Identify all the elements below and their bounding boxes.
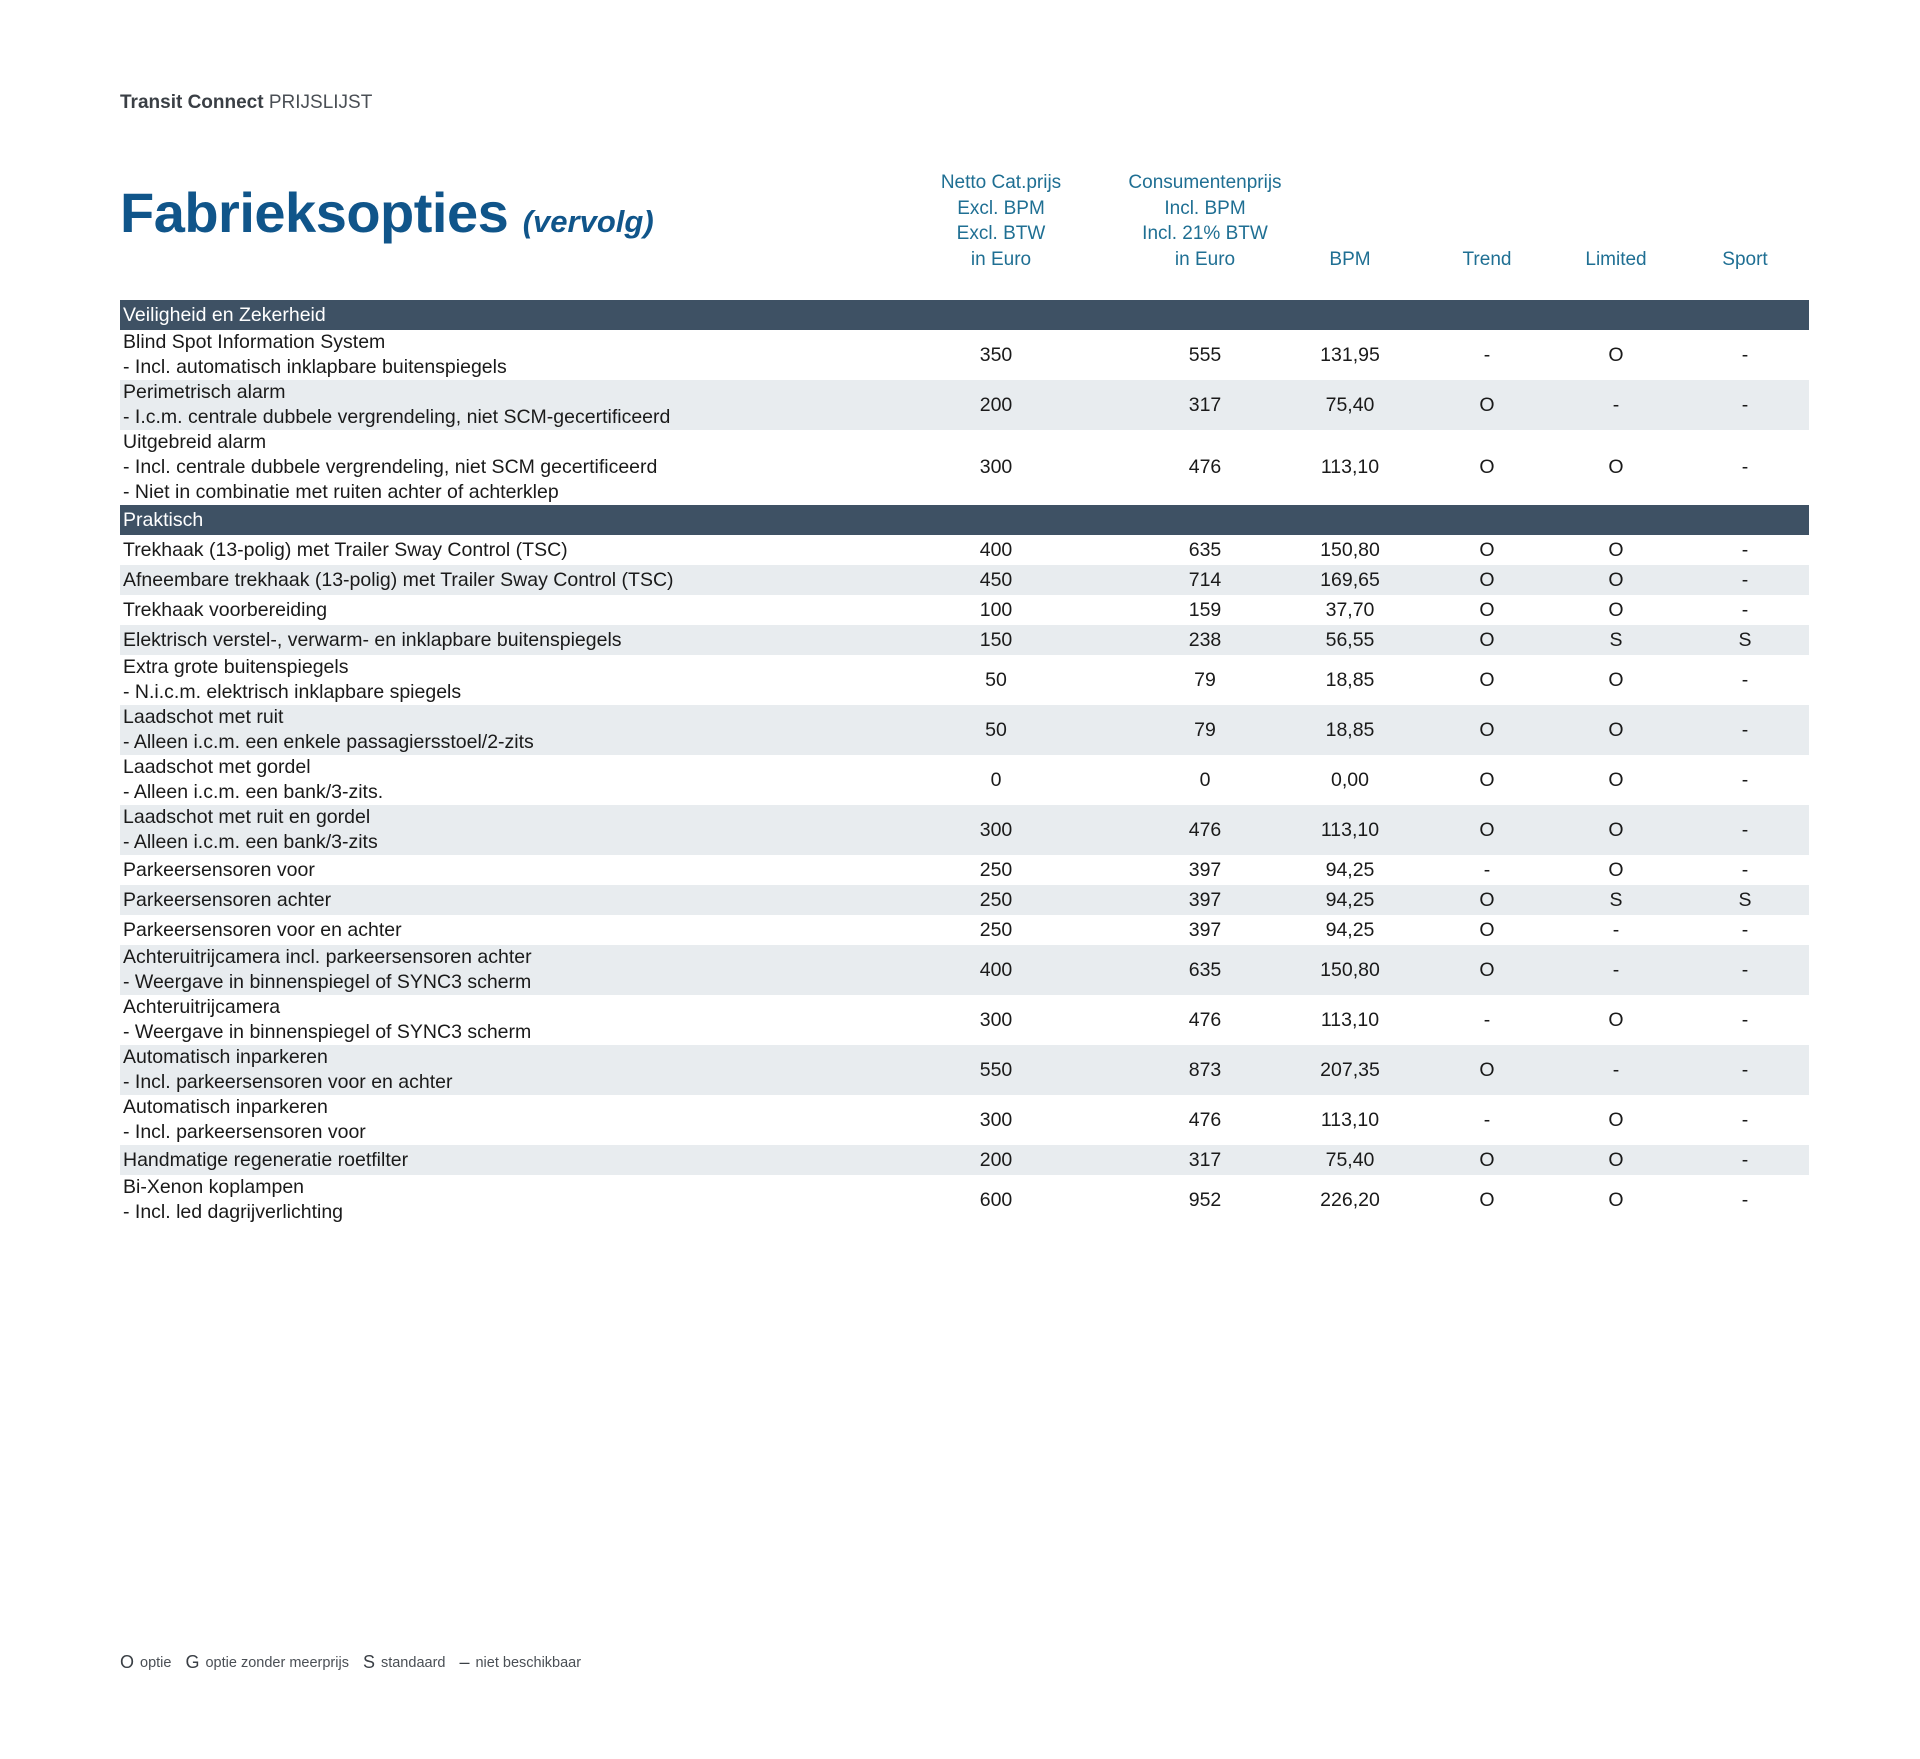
consumer-price-cell: 397: [1188, 888, 1222, 911]
limited-cell: O: [1608, 1188, 1624, 1211]
legend-item-optie-zonder-meerprijs: [185, 1652, 348, 1673]
option-description: [123, 945, 532, 995]
netto-price-cell: 400: [979, 538, 1013, 561]
column-header-line: Sport: [1722, 248, 1768, 270]
option-note: - Incl. led dagrijverlichting: [123, 1201, 344, 1223]
sport-cell: -: [1741, 568, 1749, 591]
sport-cell: -: [1741, 1058, 1749, 1081]
legend-item-niet-beschikbaar: [459, 1652, 581, 1673]
option-description: [123, 1045, 453, 1095]
limited-cell: O: [1608, 568, 1624, 591]
legend-label: standaard: [380, 1654, 446, 1671]
option-description: [123, 330, 507, 380]
table-row: [120, 1045, 1809, 1095]
bpm-cell: 150,80: [1320, 958, 1380, 981]
table-row: [120, 1095, 1809, 1145]
table-row: [120, 625, 1809, 655]
option-name: Handmatige regeneratie roetfilter: [123, 1148, 409, 1171]
limited-cell: O: [1608, 1008, 1624, 1031]
consumer-price-cell: 873: [1188, 1058, 1222, 1081]
consumer-price-cell: 714: [1188, 568, 1222, 591]
sport-cell: -: [1741, 858, 1749, 881]
option-name: Bi-Xenon koplampen: [123, 1176, 305, 1198]
page-title: [120, 180, 654, 245]
table-row: [120, 565, 1809, 595]
column-header-line: in Euro: [1174, 248, 1236, 270]
consumer-price-cell: 635: [1188, 958, 1222, 981]
trend-cell: O: [1479, 393, 1495, 416]
netto-price-cell: 300: [979, 818, 1013, 841]
consumer-price-cell: 635: [1188, 538, 1222, 561]
option-name: Parkeersensoren achter: [123, 888, 332, 911]
option-note: - Incl. centrale dubbele vergrendeling, niet SCM gecertificeerd: [123, 456, 658, 478]
option-name: Achteruitrijcamera incl. parkeersensoren achter: [123, 946, 532, 968]
bpm-cell: 150,80: [1320, 538, 1380, 561]
column-header-line: Excl. BTW: [956, 223, 1046, 244]
section-header: Veiligheid en Zekerheid: [120, 300, 1809, 330]
option-note: - Alleen i.c.m. een bank/3-zits: [123, 831, 378, 853]
legend: [120, 1652, 595, 1673]
option-note: - Weergave in binnenspiegel of SYNC3 scherm: [123, 971, 532, 993]
option-name: Laadschot met ruit en gordel: [123, 806, 371, 828]
column-header-bpm: [1290, 168, 1410, 272]
limited-cell: O: [1608, 718, 1624, 741]
netto-price-cell: 450: [979, 568, 1013, 591]
column-header-line: Limited: [1585, 248, 1647, 270]
legend-label: niet beschikbaar: [475, 1654, 582, 1671]
option-description: [123, 595, 327, 625]
limited-cell: -: [1612, 393, 1620, 416]
bpm-cell: 207,35: [1320, 1058, 1380, 1081]
consumer-price-cell: 317: [1188, 393, 1222, 416]
consumer-price-cell: 397: [1188, 918, 1222, 941]
sport-cell: -: [1741, 958, 1749, 981]
trend-cell: O: [1479, 1188, 1495, 1211]
netto-price-cell: 350: [979, 343, 1013, 366]
trend-cell: -: [1483, 1008, 1491, 1031]
legend-item-standaard: [363, 1652, 446, 1673]
trend-cell: O: [1479, 456, 1495, 478]
table-row: [120, 705, 1809, 755]
option-description: [123, 430, 657, 505]
option-note: - Incl. automatisch inklapbare buitenspiegels: [123, 356, 507, 378]
column-header-line: Incl. BPM: [1164, 197, 1246, 219]
option-name: Laadschot met gordel: [123, 756, 311, 778]
legend-item-optie: [120, 1652, 171, 1673]
limited-cell: O: [1608, 456, 1624, 478]
option-description: [123, 755, 383, 805]
option-description: [123, 625, 622, 655]
document-header: [120, 92, 372, 114]
consumer-price-cell: 476: [1188, 818, 1222, 841]
bpm-cell: 113,10: [1320, 456, 1380, 478]
limited-cell: O: [1608, 1108, 1624, 1131]
netto-price-cell: 550: [979, 1058, 1013, 1081]
legend-label: optie: [140, 1654, 172, 1671]
option-note: - I.c.m. centrale dubbele vergrendeling, niet SCM-gecertificeerd: [123, 406, 671, 428]
sport-cell: -: [1741, 1008, 1749, 1031]
option-name: Trekhaak voorbereiding: [123, 598, 328, 621]
option-description: [123, 1145, 408, 1175]
sport-cell: -: [1741, 768, 1749, 791]
bpm-cell: 169,65: [1320, 568, 1380, 591]
consumer-price-cell: 159: [1188, 598, 1222, 621]
bpm-cell: 94,25: [1325, 858, 1375, 881]
option-name: Parkeersensoren voor: [123, 858, 315, 881]
bpm-cell: 75,40: [1325, 393, 1375, 416]
trend-cell: O: [1479, 818, 1495, 841]
bpm-cell: 94,25: [1325, 888, 1375, 911]
bpm-cell: 226,20: [1320, 1188, 1380, 1211]
sport-cell: -: [1741, 1108, 1749, 1131]
option-note: - Incl. parkeersensoren voor: [123, 1121, 366, 1143]
bpm-cell: 37,70: [1325, 598, 1375, 621]
header-doc-type: PRIJSLIJST: [268, 92, 373, 113]
table-row: [120, 945, 1809, 995]
sport-cell: S: [1738, 888, 1752, 911]
trend-cell: O: [1479, 1058, 1495, 1081]
column-header-line: Excl. BPM: [957, 197, 1045, 219]
netto-price-cell: 600: [979, 1188, 1013, 1211]
consumer-price-cell: 476: [1188, 456, 1222, 478]
price-table: [120, 300, 1809, 1225]
option-name: Automatisch inparkeren: [123, 1046, 328, 1068]
trend-cell: O: [1479, 598, 1495, 621]
netto-price-cell: 300: [979, 456, 1013, 478]
limited-cell: O: [1608, 1148, 1624, 1171]
bpm-cell: 113,10: [1320, 1108, 1380, 1131]
sport-cell: -: [1741, 668, 1749, 691]
section-header: Praktisch: [120, 505, 1809, 535]
trend-cell: -: [1483, 1108, 1491, 1131]
limited-cell: O: [1608, 858, 1624, 881]
legend-symbol: S: [362, 1652, 375, 1672]
option-note: - N.i.c.m. elektrisch inklapbare spiegels: [123, 681, 462, 703]
sport-cell: S: [1738, 628, 1752, 651]
legend-symbol: G: [185, 1652, 200, 1672]
netto-price-cell: 50: [985, 668, 1007, 691]
option-note: - Alleen i.c.m. een bank/3-zits.: [123, 781, 384, 803]
column-header-netto: [916, 168, 1086, 272]
consumer-price-cell: 476: [1188, 1108, 1222, 1131]
column-header-line: in Euro: [970, 248, 1032, 270]
sport-cell: -: [1741, 456, 1749, 478]
option-name: Laadschot met ruit: [123, 706, 284, 728]
limited-cell: O: [1608, 343, 1624, 366]
consumer-price-cell: 238: [1188, 628, 1222, 651]
legend-symbol: O: [120, 1652, 135, 1672]
consumer-price-cell: 397: [1188, 858, 1222, 881]
option-description: [123, 885, 331, 915]
limited-cell: O: [1608, 818, 1624, 841]
limited-cell: O: [1608, 598, 1624, 621]
table-row: [120, 995, 1809, 1045]
bpm-cell: 18,85: [1325, 718, 1375, 741]
bpm-cell: 18,85: [1325, 668, 1375, 691]
table-row: [120, 805, 1809, 855]
page-title-continued: (vervolg): [522, 204, 654, 239]
sport-cell: -: [1741, 818, 1749, 841]
netto-price-cell: 300: [979, 1008, 1013, 1031]
limited-cell: -: [1612, 958, 1620, 981]
option-name: Achteruitrijcamera: [123, 996, 281, 1018]
sport-cell: -: [1741, 1148, 1749, 1171]
option-name: Automatisch inparkeren: [123, 1096, 328, 1118]
option-description: [123, 805, 378, 855]
netto-price-cell: 150: [979, 628, 1013, 651]
netto-price-cell: 200: [979, 393, 1013, 416]
trend-cell: O: [1479, 718, 1495, 741]
consumer-price-cell: 555: [1188, 343, 1222, 366]
option-description: [123, 655, 461, 705]
option-description: [123, 995, 531, 1045]
column-header-line: Netto Cat.prijs: [940, 172, 1062, 193]
table-row: [120, 330, 1809, 380]
column-header-trend: [1427, 168, 1547, 272]
option-description: [123, 705, 534, 755]
trend-cell: O: [1479, 768, 1495, 791]
limited-cell: O: [1608, 768, 1624, 791]
table-row: [120, 1175, 1809, 1225]
table-row: [120, 535, 1809, 565]
option-description: [123, 565, 674, 595]
trend-cell: O: [1479, 1148, 1495, 1171]
option-name: Perimetrisch alarm: [123, 381, 286, 403]
sport-cell: -: [1741, 393, 1749, 416]
table-row: [120, 755, 1809, 805]
bpm-cell: 56,55: [1325, 628, 1375, 651]
bpm-cell: 113,10: [1320, 818, 1380, 841]
limited-cell: O: [1608, 668, 1624, 691]
limited-cell: -: [1612, 1058, 1620, 1081]
table-row: [120, 885, 1809, 915]
table-row: [120, 380, 1809, 430]
bpm-cell: 94,25: [1325, 918, 1375, 941]
column-header-line: BPM: [1329, 248, 1371, 270]
column-header-line: Incl. 21% BTW: [1142, 223, 1268, 244]
limited-cell: -: [1612, 918, 1620, 941]
netto-price-cell: 300: [979, 1108, 1013, 1131]
column-header-line: Trend: [1462, 248, 1512, 270]
netto-price-cell: 200: [979, 1148, 1013, 1171]
consumer-price-cell: 317: [1188, 1148, 1222, 1171]
table-row: [120, 430, 1809, 505]
column-header-consumentenprijs: [1105, 168, 1305, 272]
page-title-main: Fabrieksopties: [120, 181, 509, 244]
table-row: [120, 1145, 1809, 1175]
trend-cell: O: [1479, 538, 1495, 561]
table-row: [120, 655, 1809, 705]
option-description: [123, 535, 568, 565]
option-name: Elektrisch verstel-, verwarm- en inklapbare buitenspiegels: [123, 628, 622, 651]
netto-price-cell: 0: [990, 768, 1002, 791]
sport-cell: -: [1741, 343, 1749, 366]
limited-cell: S: [1609, 888, 1623, 911]
trend-cell: O: [1479, 888, 1495, 911]
option-note: - Alleen i.c.m. een enkele passagiersstoel/2-zits: [123, 731, 534, 753]
column-header-limited: [1556, 168, 1676, 272]
netto-price-cell: 250: [979, 918, 1013, 941]
netto-price-cell: 250: [979, 858, 1013, 881]
consumer-price-cell: 79: [1194, 668, 1216, 691]
option-name: Trekhaak (13-polig) met Trailer Sway Control (TSC): [123, 538, 568, 561]
header-brand: Transit Connect: [120, 92, 264, 113]
trend-cell: -: [1483, 858, 1491, 881]
sport-cell: -: [1741, 1188, 1749, 1211]
netto-price-cell: 50: [985, 718, 1007, 741]
table-row: [120, 915, 1809, 945]
trend-cell: O: [1479, 628, 1495, 651]
sport-cell: -: [1741, 918, 1749, 941]
option-name: Parkeersensoren voor en achter: [123, 918, 402, 941]
option-description: [123, 855, 315, 885]
trend-cell: -: [1483, 343, 1491, 366]
bpm-cell: 75,40: [1325, 1148, 1375, 1171]
option-note: - Weergave in binnenspiegel of SYNC3 scherm: [123, 1021, 532, 1043]
option-note: - Incl. parkeersensoren voor en achter: [123, 1071, 453, 1093]
consumer-price-cell: 79: [1194, 718, 1216, 741]
trend-cell: O: [1479, 958, 1495, 981]
option-note: - Niet in combinatie met ruiten achter of achterklep: [123, 481, 559, 503]
legend-label: optie zonder meerprijs: [205, 1654, 349, 1671]
sport-cell: -: [1741, 718, 1749, 741]
consumer-price-cell: 0: [1199, 768, 1211, 791]
option-name: Uitgebreid alarm: [123, 431, 267, 453]
table-row: [120, 595, 1809, 625]
sport-cell: -: [1741, 538, 1749, 561]
bpm-cell: 0,00: [1331, 768, 1369, 791]
column-header-line: Consumentenprijs: [1128, 172, 1282, 193]
legend-symbol: –: [459, 1652, 470, 1672]
option-name: Afneembare trekhaak (13-polig) met Trailer Sway Control (TSC): [123, 568, 674, 591]
option-name: Extra grote buitenspiegels: [123, 656, 349, 678]
limited-cell: S: [1609, 628, 1623, 651]
bpm-cell: 113,10: [1320, 1008, 1380, 1031]
option-description: [123, 1175, 343, 1225]
option-description: [123, 1095, 366, 1145]
option-name: Blind Spot Information System: [123, 331, 386, 353]
column-header-sport: [1685, 168, 1805, 272]
sport-cell: -: [1741, 598, 1749, 621]
option-description: [123, 380, 670, 430]
consumer-price-cell: 952: [1188, 1188, 1222, 1211]
trend-cell: O: [1479, 568, 1495, 591]
netto-price-cell: 100: [979, 598, 1013, 621]
bpm-cell: 131,95: [1320, 343, 1380, 366]
option-description: [123, 915, 402, 945]
trend-cell: O: [1479, 918, 1495, 941]
table-row: [120, 855, 1809, 885]
limited-cell: O: [1608, 538, 1624, 561]
consumer-price-cell: 476: [1188, 1008, 1222, 1031]
netto-price-cell: 250: [979, 888, 1013, 911]
netto-price-cell: 400: [979, 958, 1013, 981]
trend-cell: O: [1479, 668, 1495, 691]
